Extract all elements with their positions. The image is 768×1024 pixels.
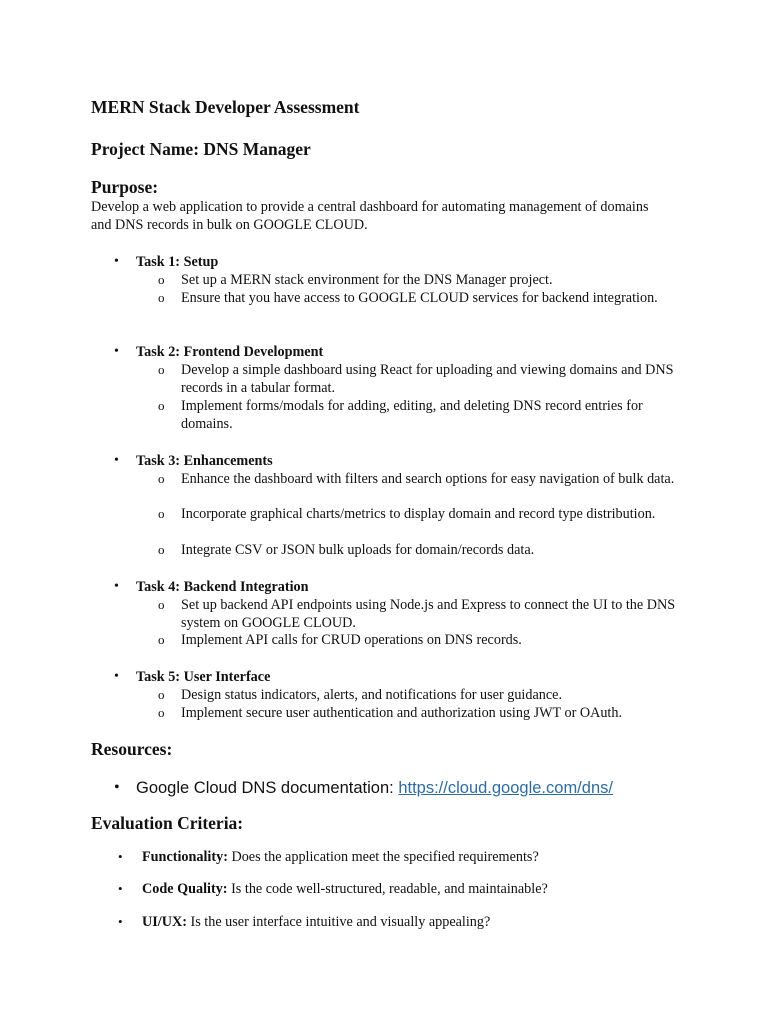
task-item-text: Set up a MERN stack environment for the DNS Manager project. (181, 272, 553, 288)
task-title: Task 1: Setup (136, 254, 219, 270)
criterion-text (142, 880, 548, 898)
criterion-label: UI/UX: (142, 914, 187, 930)
sub-bullet-icon: o (158, 597, 165, 612)
sub-bullet-icon: o (158, 471, 165, 486)
resource-label: Google Cloud DNS documentation: (136, 779, 399, 797)
bullet-icon: • (114, 344, 119, 359)
task-item-text: Integrate CSV or JSON bulk uploads for domain/records data. (181, 542, 535, 558)
sub-bullet-icon: o (158, 632, 165, 647)
sub-bullet-icon: o (158, 272, 165, 287)
sub-bullet-icon: o (158, 290, 165, 305)
bullet-icon: • (114, 779, 120, 796)
purpose-text: Develop a web application to provide a central dashboard for automating management of domains and DNS records in bulk on GOOGLE CLOUD. (91, 199, 649, 233)
resource-link[interactable]: https://cloud.google.com/dns/ (398, 779, 613, 797)
sub-bullet-icon: o (158, 705, 165, 720)
task-item-text: Ensure that you have access to GOOGLE CLOUD services for backend integration. (181, 290, 658, 306)
task-title: Task 3: Enhancements (136, 453, 273, 469)
task-title: Task 2: Frontend Development (136, 344, 324, 360)
bullet-icon: • (114, 669, 119, 684)
task-title: Task 5: User Interface (136, 669, 271, 685)
bullet-icon: • (114, 579, 119, 594)
document-title: MERN Stack Developer Assessment (91, 97, 360, 117)
task-item-text: Develop a simple dashboard using React for uploading and viewing domains and DNS records in a tabular format. (181, 362, 674, 396)
evaluation-heading: Evaluation Criteria: (91, 813, 244, 833)
bullet-icon: • (118, 849, 123, 864)
criterion-text (142, 913, 490, 931)
criterion-text (142, 848, 539, 866)
sub-bullet-icon: o (158, 362, 165, 377)
resource-text (136, 777, 613, 799)
sub-bullet-icon: o (158, 398, 165, 413)
sub-bullet-icon: o (158, 506, 165, 521)
sub-bullet-icon: o (158, 687, 165, 702)
task-item-text: Enhance the dashboard with filters and search options for easy navigation of bulk data. (181, 471, 675, 487)
criterion-description: Is the code well-structured, readable, and maintainable? (227, 881, 548, 897)
task-item-text: Design status indicators, alerts, and notifications for user guidance. (181, 687, 562, 703)
task-item-text: Implement forms/modals for adding, editing, and deleting DNS record entries for domains. (181, 398, 643, 432)
project-name: Project Name: DNS Manager (91, 139, 311, 159)
task-title: Task 4: Backend Integration (136, 579, 309, 595)
sub-bullet-icon: o (158, 542, 165, 557)
bullet-icon: • (114, 453, 119, 468)
task-item-text: Implement secure user authentication and authorization using JWT or OAuth. (181, 705, 623, 721)
purpose-heading: Purpose: (91, 177, 159, 197)
task-item-text: Set up backend API endpoints using Node.js and Express to connect the UI to the DNS system on GOOGLE CLOUD. (181, 597, 676, 631)
bullet-icon: • (114, 254, 119, 269)
criterion-description: Does the application meet the specified requirements? (227, 849, 539, 865)
task-item-text: Incorporate graphical charts/metrics to display domain and record type distribution. (181, 506, 656, 522)
bullet-icon: • (118, 881, 123, 896)
resources-heading: Resources: (91, 739, 173, 759)
bullet-icon: • (118, 914, 123, 929)
criterion-label: Code Quality: (142, 881, 228, 897)
task-item-text: Implement API calls for CRUD operations on DNS records. (181, 632, 522, 648)
criterion-description: Is the user interface intuitive and visually appealing? (186, 914, 491, 930)
criterion-label: Functionality: (142, 849, 228, 865)
